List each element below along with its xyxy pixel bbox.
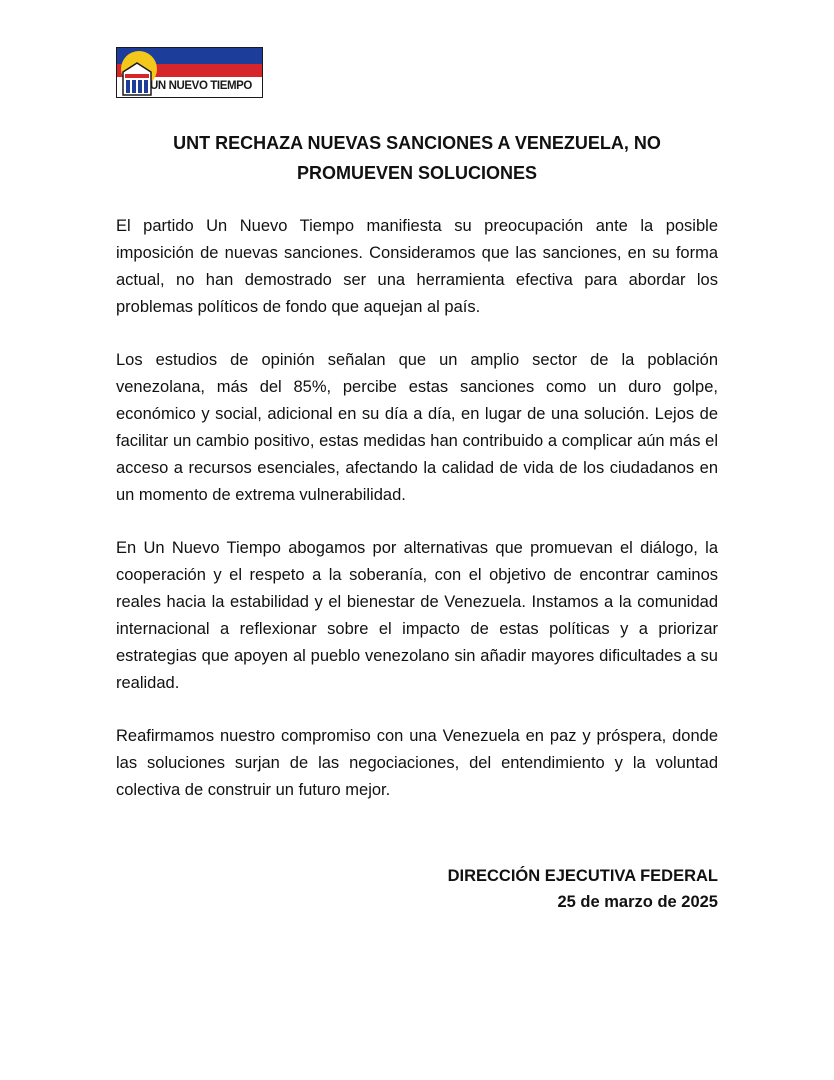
paragraph-4: Reafirmamos nuestro compromiso con una Venezuela en paz y próspera, donde las soluciones surjan de las negociaciones, del entendimiento y la voluntad colectiva de construir un futuro mejor.: [116, 727, 718, 799]
paragraph-2: Los estudios de opinión señalan que un amplio sector de la población venezolana, más del 85%, percibe estas sanciones como un duro golpe, económico y social, adicional en su día a día, en lugar de una solución. Lejos de facilitar un cambio positivo, estas medidas han contribuido a complicar aún más el acceso a recursos esenciales, afectando la calidad de vida de los ciudadanos en un momento de extrema vulnerabilidad.: [116, 351, 718, 504]
paragraph-3: En Un Nuevo Tiempo abogamos por alternativas que promuevan el diálogo, la cooperación y el respeto a la soberanía, con el objetivo de encontrar caminos reales hacia la estabilidad y el bienestar de Venezuela. Instamos a la comunidad internacional a reflexionar sobre el impacto de estas políticas y a priorizar estrategias que apoyen al pueblo venezolano sin añadir mayores dificultades a su realidad.: [116, 539, 718, 692]
signature-block: [448, 863, 718, 915]
page-title: [116, 128, 718, 188]
paragraph-1: El partido Un Nuevo Tiempo manifiesta su preocupación ante la posible imposición de nuevas sanciones. Consideramos que las sanciones, en su forma actual, no han demostrado ser una herramienta efectiva para abordar los problemas políticos de fondo que aquejan al país.: [116, 217, 718, 316]
title-line-2: PROMUEVEN SOLUCIONES: [296, 163, 538, 183]
party-logo: [116, 47, 263, 98]
signature-organization: DIRECCIÓN EJECUTIVA FEDERAL: [447, 867, 718, 885]
title-line-1: UNT RECHAZA NUEVAS SANCIONES A VENEZUELA, NO: [173, 133, 661, 153]
logo-text: UN NUEVO TIEMPO: [150, 80, 252, 92]
logo-house-icon: [120, 58, 154, 96]
statement-body: [116, 213, 718, 830]
signature-date: 25 de marzo de 2025: [557, 893, 718, 911]
